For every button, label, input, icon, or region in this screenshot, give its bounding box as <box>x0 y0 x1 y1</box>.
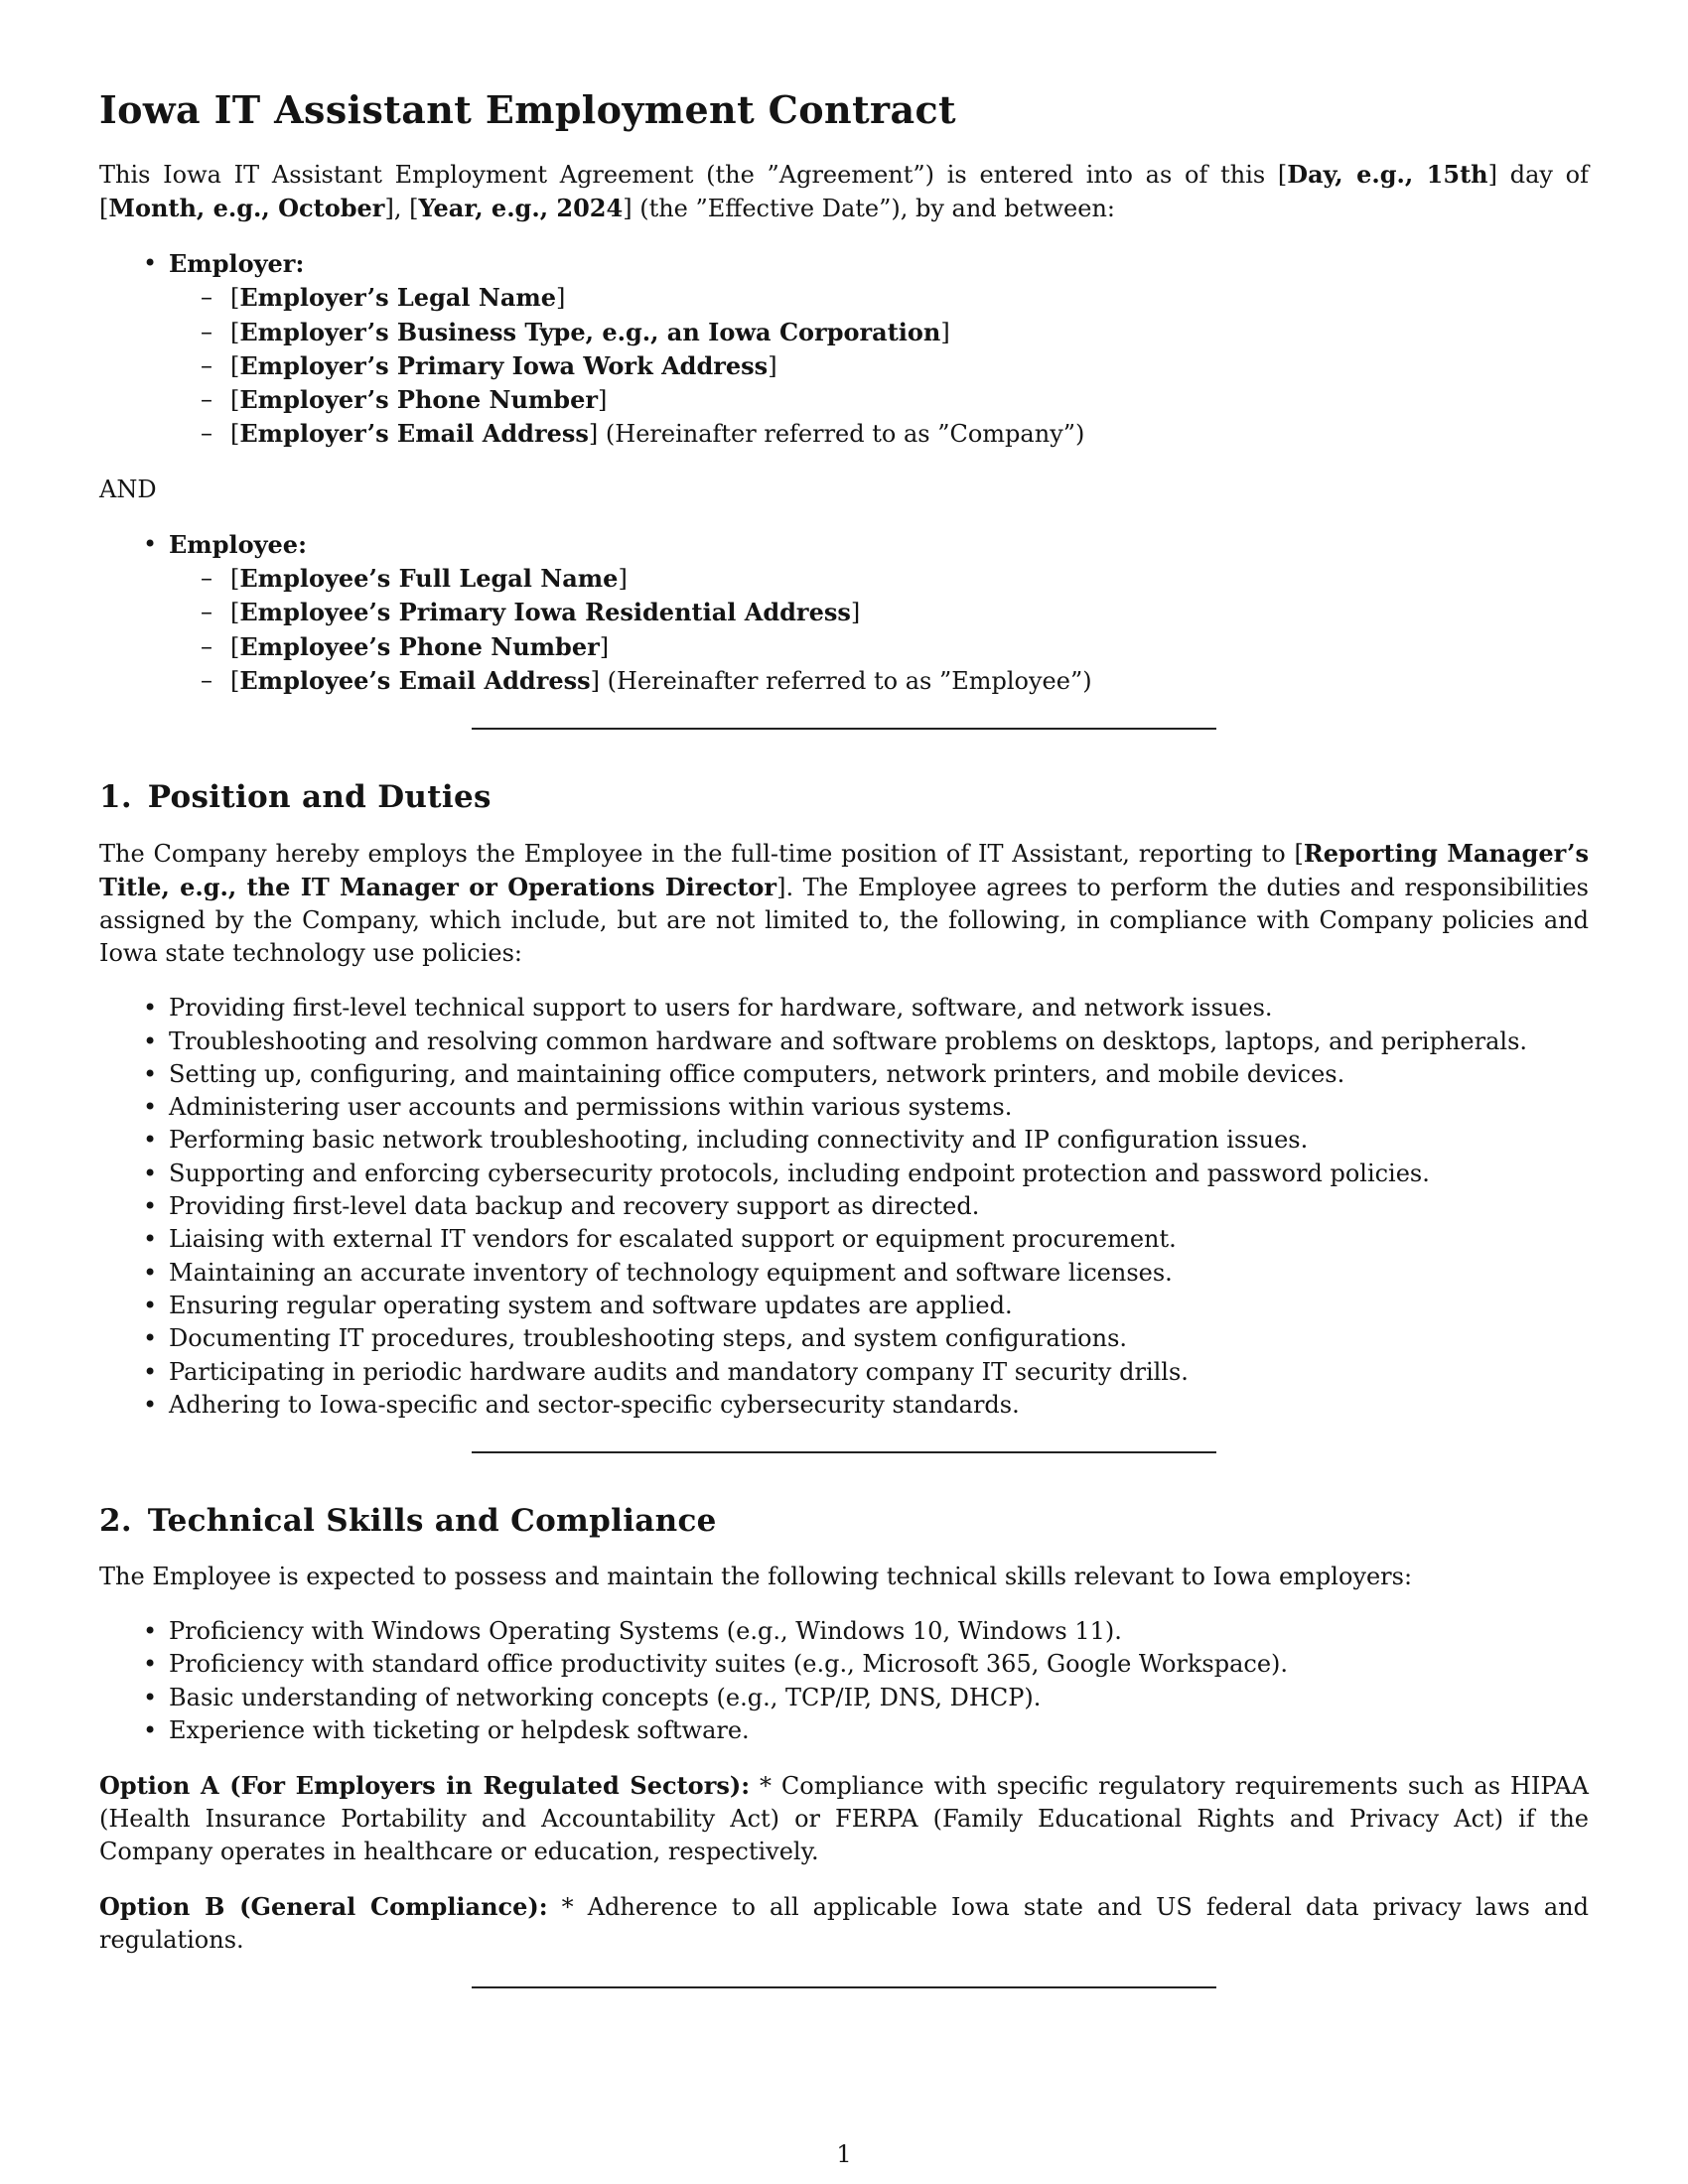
section-divider <box>472 728 1216 730</box>
employee-email: – [Employee’s Email Address] (Hereinafter referred to as ”Employee”) <box>230 664 1589 698</box>
intro-text-3: , <box>393 195 410 222</box>
intro-paragraph: This Iowa IT Assistant Employment Agreement (the ”Agreement”) is entered into as of this [Day, e.g., 15th] day of [Month, e.g., October], [Year, e.g., 2024] (the ”Effective Date”), by and between: <box>99 160 1589 222</box>
skill-item: • Basic understanding of networking concepts (e.g., TCP/IP, DNS, DHCP). <box>169 1682 1589 1714</box>
section-1-heading: 1. Position and Duties <box>99 779 492 816</box>
duty-item: • Providing first-level data backup and recovery support as directed. <box>169 1190 1589 1223</box>
section-divider <box>472 1986 1216 1988</box>
employee-label: Employee: <box>169 529 307 559</box>
employer-email: – [Employer’s Email Address] (Hereinafter referred to as ”Company”) <box>230 417 1589 451</box>
duty-item: • Troubleshooting and resolving common hardware and software problems on desktops, laptops, and peripherals. <box>169 1025 1589 1058</box>
duty-item: • Administering user accounts and permissions within various systems. <box>169 1091 1589 1124</box>
employee-item <box>169 528 1589 698</box>
duty-item: • Providing first-level technical support to users for hardware, software, and network issues. <box>169 992 1589 1024</box>
month-placeholder: Month, e.g., October <box>108 194 385 222</box>
duty-item: • Adhering to Iowa-specific and sector-specific cybersecurity standards. <box>169 1389 1589 1422</box>
page-number: 1 <box>836 2140 852 2168</box>
option-b-label: Option B (General Compliance): <box>99 1892 548 1922</box>
intro-text-1: This Iowa IT Assistant Employment Agreement (the ”Agreement”) is entered into as of this <box>99 161 1278 189</box>
duty-item: • Setting up, configuring, and maintaining office computers, network printers, and mobile devices. <box>169 1058 1589 1091</box>
section-divider <box>472 1451 1216 1453</box>
duties-list <box>99 992 1589 1422</box>
section-1-paragraph: The Company hereby employs the Employee in the full-time position of IT Assistant, reporting to [Reporting Manager’s Title, e.g., the IT Manager or Operations Director]. The Employee agrees to perform the duties and responsibilities assigned by the Company, which include, but are not limited to, the following, in compliance with Company policies and Iowa state technology use policies: <box>99 839 1589 968</box>
duty-item: • Participating in periodic hardware audits and mandatory company IT security drills. <box>169 1356 1589 1389</box>
option-a-label: Option A (For Employers in Regulated Sectors): <box>99 1771 751 1801</box>
and-separator: AND <box>99 475 157 503</box>
employee-details <box>169 562 1589 698</box>
employer-details <box>169 281 1589 451</box>
employer-address: – [Employer’s Primary Iowa Work Address] <box>230 349 1589 383</box>
employee-address: – [Employee’s Primary Iowa Residential Address] <box>230 596 1589 629</box>
employer-item <box>169 247 1589 452</box>
skill-item: • Proficiency with standard office productivity suites (e.g., Microsoft 365, Google Workspace). <box>169 1648 1589 1681</box>
duty-item: • Maintaining an accurate inventory of technology equipment and software licenses. <box>169 1257 1589 1290</box>
intro-text-2: day of <box>1496 161 1589 189</box>
year-placeholder: Year, e.g., 2024 <box>418 194 624 222</box>
document-title: Iowa IT Assistant Employment Contract <box>99 87 956 132</box>
duty-item: • Documenting IT procedures, troubleshooting steps, and system configurations. <box>169 1322 1589 1355</box>
manager-placeholder: Reporting Manager’s Title, e.g., the IT Manager or Operations Director <box>99 839 1589 902</box>
skills-list <box>99 1615 1589 1747</box>
day-placeholder: Day, e.g., 15th <box>1287 160 1488 189</box>
duty-item: • Supporting and enforcing cybersecurity protocols, including endpoint protection and password policies. <box>169 1158 1589 1190</box>
option-b-paragraph: Option B (General Compliance): * Adherence to all applicable Iowa state and US federal data privacy laws and regulations. <box>99 1892 1590 1955</box>
section-2-intro: The Employee is expected to possess and maintain the following technical skills relevant to Iowa employers: <box>99 1563 1413 1591</box>
option-a-paragraph: Option A (For Employers in Regulated Sectors): * Compliance with specific regulatory requirements such as HIPAA (Health Insurance Portability and Accountability Act) or FERPA (Family Educational Rights and Privacy Act) if the Company operates in healthcare or education, respectively. <box>99 1771 1590 1866</box>
skill-item: • Proficiency with Windows Operating Systems (e.g., Windows 10, Windows 11). <box>169 1615 1589 1648</box>
skill-item: • Experience with ticketing or helpdesk software. <box>169 1714 1589 1747</box>
employer-phone: – [Employer’s Phone Number] <box>230 383 1589 417</box>
employer-legal-name: – [Employer’s Legal Name] <box>230 281 1589 315</box>
employer-list <box>99 247 1589 452</box>
employee-legal-name: – [Employee’s Full Legal Name] <box>230 562 1589 596</box>
document-page <box>99 87 1589 2038</box>
intro-text-4: (the ”Effective Date”), by and between: <box>632 195 1115 222</box>
employer-label: Employer: <box>169 249 305 278</box>
duty-item: • Liaising with external IT vendors for escalated support or equipment procurement. <box>169 1223 1589 1256</box>
duty-item: • Ensuring regular operating system and software updates are applied. <box>169 1290 1589 1322</box>
section-2-heading: 2. Technical Skills and Compliance <box>99 1503 717 1540</box>
duty-item: • Performing basic network troubleshooting, including connectivity and IP configuration issues. <box>169 1124 1589 1157</box>
employer-business-type: – [Employer’s Business Type, e.g., an Iowa Corporation] <box>230 316 1589 349</box>
employee-phone: – [Employee’s Phone Number] <box>230 630 1589 664</box>
employee-list <box>99 528 1589 698</box>
